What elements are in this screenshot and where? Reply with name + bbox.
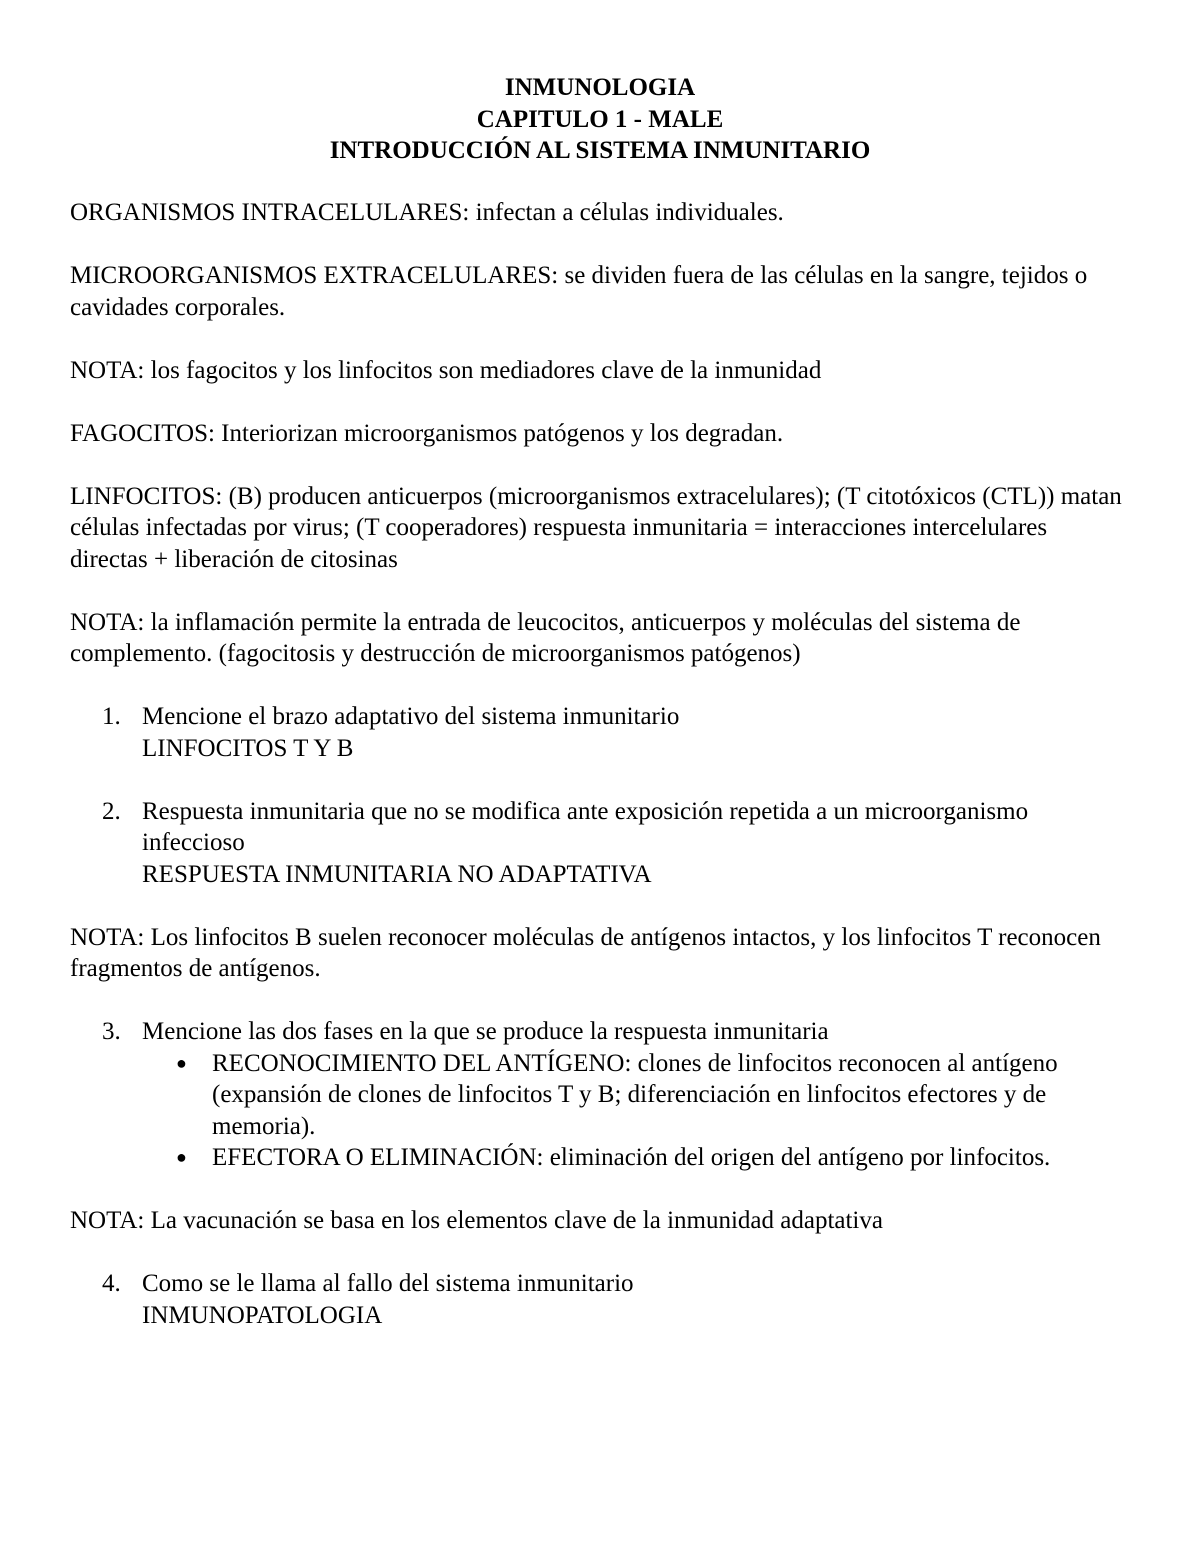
question-number: 1.: [102, 703, 121, 730]
question-2: [70, 796, 1130, 891]
note-mediators: NOTA: los fagocitos y los linfocitos son mediadores clave de la inmunidad: [70, 356, 822, 384]
list-item-text: EFECTORA O ELIMINACIÓN: eliminación del origen del antígeno por linfocitos.: [212, 1144, 1051, 1171]
question-answer: RESPUESTA INMUNITARIA NO ADAPTATIVA: [142, 860, 652, 888]
question-number: 4.: [102, 1270, 121, 1297]
phase-list: [142, 1048, 1130, 1174]
question-number: 2.: [102, 797, 121, 825]
question-text: Como se le llama al fallo del sistema inmunitario: [142, 1270, 634, 1297]
question-number: 3.: [102, 1018, 121, 1045]
bullet-icon: ●: [176, 1052, 187, 1073]
question-text: Respuesta inmunitaria que no se modifica ante exposición repetida a un microorganismo infeccioso: [142, 797, 1029, 856]
document-header: [0, 72, 1200, 167]
question-text: Mencione el brazo adaptativo del sistema inmunitario: [142, 703, 680, 730]
question-text: Mencione las dos fases en la que se produce la respuesta inmunitaria: [142, 1018, 829, 1045]
note-antigen-recognition: NOTA: Los linfocitos B suelen reconocer moléculas de antígenos intactos, y los linfocitos T reconocen fragmentos de antígenos.: [70, 923, 1101, 982]
paragraph-lymphocytes: LINFOCITOS: (B) producen anticuerpos (microorganismos extracelulares); (T citotóxicos (CTL)) matan células infectadas por virus; (T cooperadores) respuesta inmunitaria = interacciones intercelulares directas + liberación de citosinas: [70, 482, 1122, 573]
paragraph-intracellular: ORGANISMOS INTRACELULARES: infectan a células individuales.: [70, 199, 784, 226]
paragraph-extracellular: MICROORGANISMOS EXTRACELULARES: se dividen fuera de las células en la sangre, tejidos o cavidades corporales.: [70, 262, 1088, 321]
question-1: [70, 701, 1130, 764]
list-item: [142, 1142, 1130, 1174]
bullet-icon: ●: [176, 1147, 187, 1167]
list-item: [142, 1048, 1130, 1143]
course-title: INMUNOLOGIA: [504, 74, 696, 101]
chapter-title: CAPITULO 1 - MALE: [476, 105, 724, 133]
list-item-text: RECONOCIMIENTO DEL ANTÍGENO: clones de linfocitos reconocen al antígeno (expansión de clones de linfocitos T y B; diferenciación en linfocitos efectores y de memoria).: [212, 1049, 1058, 1140]
document-body: [70, 197, 1130, 1363]
section-title: INTRODUCCIÓN AL SISTEMA INMUNITARIO: [329, 137, 871, 164]
note-inflammation: NOTA: la inflamación permite la entrada de leucocitos, anticuerpos y moléculas del sistema de complemento. (fagocitosis y destrucción de microorganismos patógenos): [70, 608, 1021, 667]
paragraph-phagocytes: FAGOCITOS: Interiorizan microorganismos patógenos y los degradan.: [70, 419, 784, 447]
question-answer: LINFOCITOS T Y B: [142, 734, 354, 762]
question-answer: INMUNOPATOLOGIA: [142, 1301, 383, 1329]
question-3: [70, 1016, 1130, 1174]
question-4: [70, 1268, 1130, 1331]
note-vaccination: NOTA: La vacunación se basa en los elementos clave de la inmunidad adaptativa: [70, 1207, 883, 1234]
